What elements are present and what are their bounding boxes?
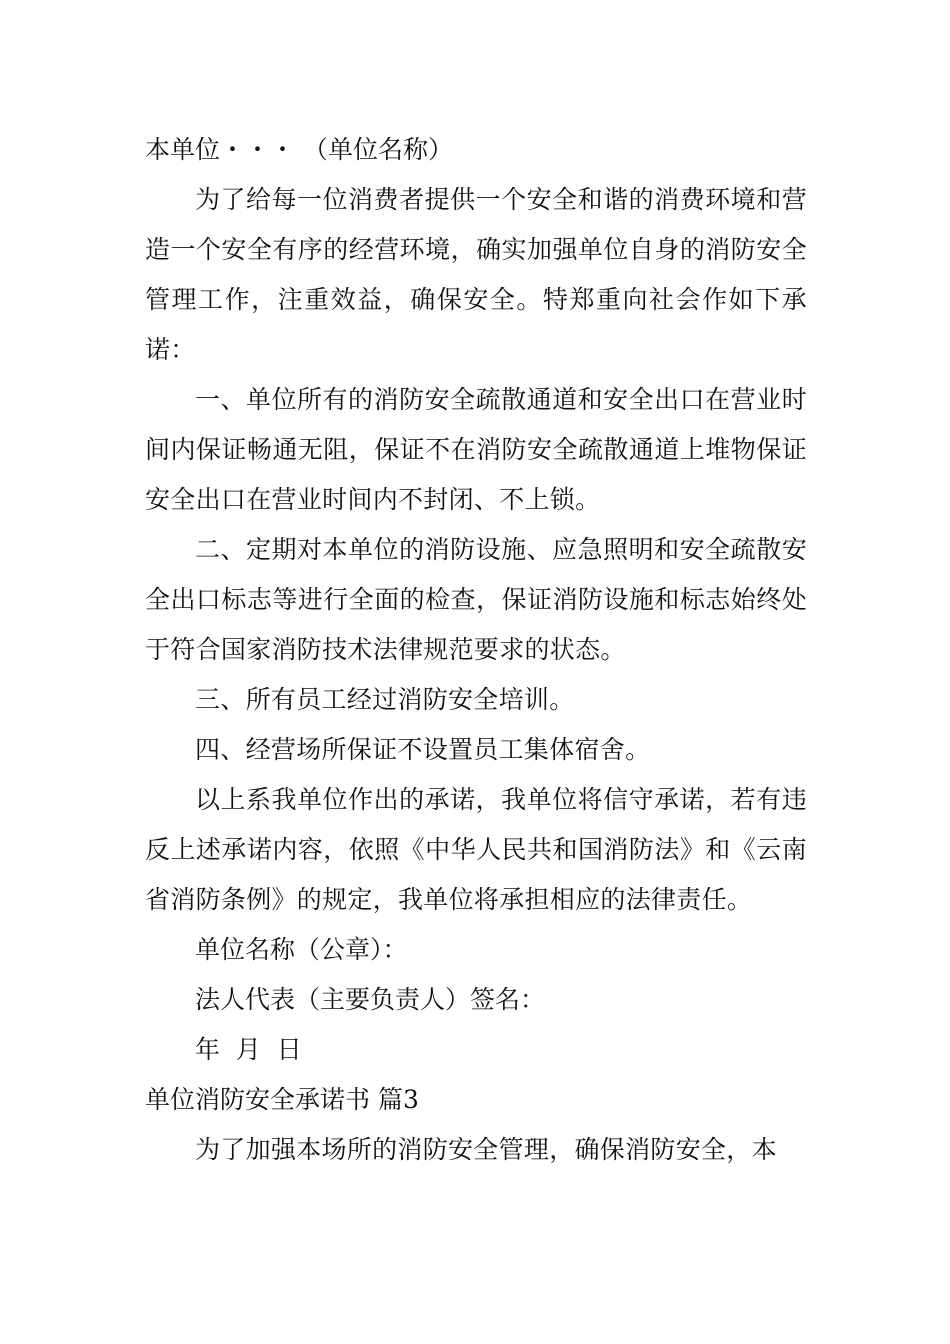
commitment-item-4: 四、经营场所保证不设置员工集体宿舍。 [195,735,651,764]
commitment-item-1: 一、单位所有的消防安全疏散通道和安全出口在营业时间内保证畅通无阻，保证不在消防安全疏散通道上堆物保证安全出口在营业时间内不封闭、不上锁。 [145,385,807,514]
legal-representative-signature-line: 法人代表（主要负责人）签名： [195,985,546,1014]
closing-paragraph: 以上系我单位作出的承诺，我单位将信守承诺，若有违反上述承诺内容，依照《中华人民共和国消防法》和《云南省消防条例》的规定，我单位将承担相应的法律责任。 [145,785,807,914]
unit-name-seal-line: 单位名称（公章）： [195,935,408,964]
date-line: 年 月 日 [195,1035,302,1064]
intro-paragraph: 为了给每一位消费者提供一个安全和谐的消费环境和营造一个安全有序的经营环境，确实加强单位自身的消防安全管理工作，注重效益，确保安全。特郑重向社会作如下承诺： [145,185,807,364]
opening-line: 本单位・・・ （单位名称） [145,135,453,164]
commitment-item-3: 三、所有员工经过消防安全培训。 [195,685,575,714]
commitment-item-2: 二、定期对本单位的消防设施、应急照明和安全疏散安全出口标志等进行全面的检查，保证消防设施和标志始终处于符合国家消防技术法律规范要求的状态。 [145,535,807,664]
document-page [145,125,807,1175]
next-section-paragraph: 为了加强本场所的消防安全管理，确保消防安全，本 [195,1135,777,1164]
section-title: 单位消防安全承诺书 篇3 [145,1085,419,1114]
